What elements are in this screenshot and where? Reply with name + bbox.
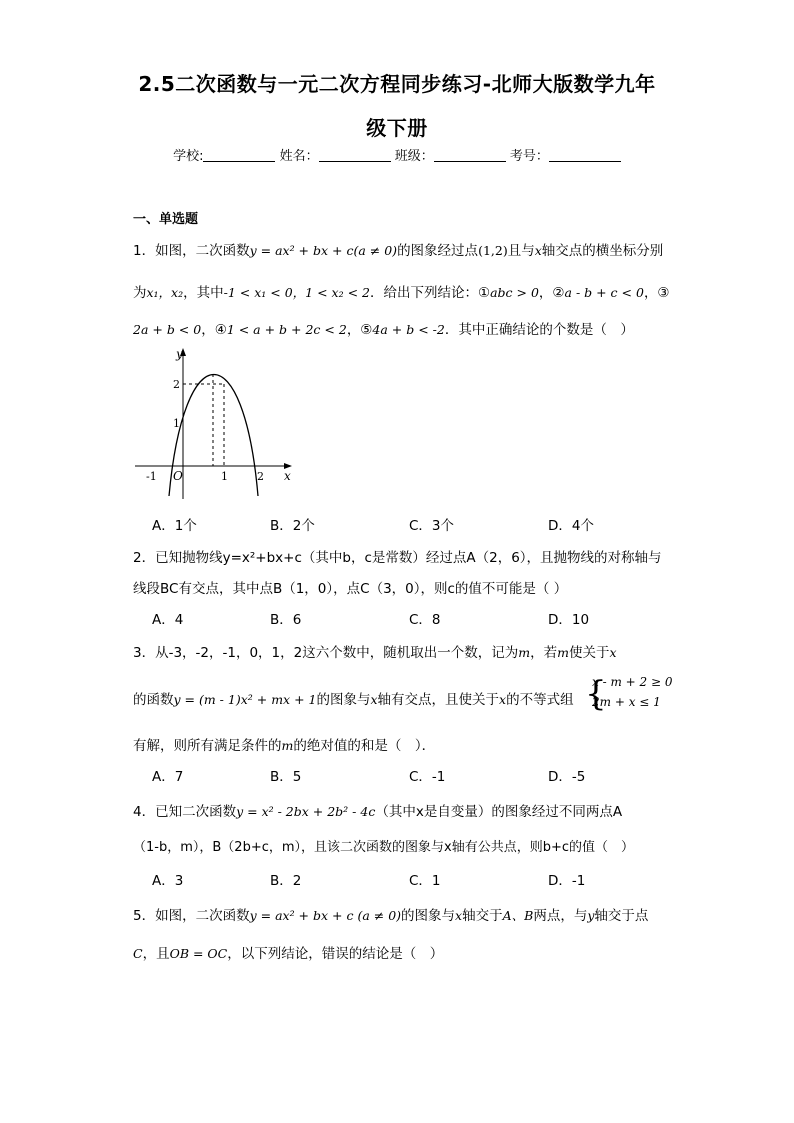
tick-y-2: 2: [173, 378, 180, 391]
q3-line2: 的函数y = (m - 1)x² + mx + 1的图象与x轴有交点，且使关于x的不等式组: [133, 692, 574, 708]
student-info: [0, 145, 794, 164]
option-c[interactable]: C．8: [409, 612, 441, 628]
option-a[interactable]: A．7: [152, 769, 184, 785]
class-label: 班级：: [394, 149, 434, 164]
page-title: 2.5二次函数与一元二次方程同步练习-北师大版数学九年: [138, 72, 656, 96]
option-b[interactable]: B．2: [270, 873, 302, 889]
number-label: 考号：: [509, 149, 549, 164]
q1-line2: 为x₁，x₂，其中-1 < x₁ < 0，1 < x₂ < 2．给出下列结论：①abc > 0，②a - b + c < 0，③: [133, 285, 670, 301]
q3-line3: 有解，则所有满足条件的m的绝对值的和是（ ）．: [133, 738, 436, 754]
tick-x-2: 2: [257, 470, 264, 483]
origin-label: O: [173, 469, 183, 483]
school-label: 学校:: [173, 149, 204, 164]
y-label: y: [176, 347, 183, 361]
option-a[interactable]: A．1个: [152, 518, 197, 534]
inequality-2: 2m + x ≤ 1: [592, 695, 661, 709]
q5-line2: C，且OB = OC，以下列结论，错误的结论是（ ）: [133, 946, 444, 962]
option-b[interactable]: B．6: [270, 612, 302, 628]
option-b[interactable]: B．5: [270, 769, 302, 785]
q4-line2: （1-b，m），B（2b+c，m），且该二次函数的图象与x轴有公共点，则b+c的值（ ）: [133, 840, 635, 855]
school-field[interactable]: [203, 148, 275, 162]
section-heading: 一、单选题: [133, 212, 199, 227]
tick-y-1: 1: [173, 417, 180, 430]
option-c[interactable]: C．1: [409, 873, 441, 889]
q4-line1: 4．已知二次函数y = x² - 2bx + 2b² - 4c（其中x是自变量）的图象经过不同两点A: [133, 804, 623, 820]
inequality-1: x - m + 2 ≥ 0: [592, 675, 673, 689]
option-b[interactable]: B．2个: [270, 518, 315, 534]
tick-x-1: 1: [221, 470, 228, 483]
name-label: 姓名：: [279, 149, 319, 164]
q1-parabola-graph: [132, 344, 297, 502]
option-d[interactable]: D．-1: [548, 873, 586, 889]
class-field[interactable]: [434, 148, 506, 162]
q2-line1: 2．已知抛物线y=x²+bx+c（其中b，c是常数）经过点A（2，6），且抛物线的对称轴与: [133, 550, 662, 566]
name-field[interactable]: [319, 148, 391, 162]
q3-line1: 3．从-3，-2，-1，0，1，2这六个数中，随机取出一个数，记为m，若m使关于x: [133, 645, 617, 661]
tick-x-neg1: -1: [146, 470, 157, 483]
option-d[interactable]: D．4个: [548, 518, 594, 534]
worksheet-page: 2.5二次函数与一元二次方程同步练习-北师大版数学九年 级下册 学校: 姓名： 班级： 考号： 一、单选题 1．如图，二次函数y = ax² + bx + c(a ≠ 0)的图象经过点(1,2)且与x轴交点的横坐标分别 为x₁，x₂，其中-1 < x₁ < 0，1 < x₂ < 2．给出下列结论：①abc > 0，②a - b + c < 0，③ 2a + b < 0，④1 < a + b + 2c < 2，⑤4a + b < -2．其中正确结论的个数是（ ） y x O -1 1 2 2 1 A．1个 B．2个 C．3个 D．4个 2．已知抛物线y=x²+bx+c（其中b，c是常数）经过点A（2，6），且抛物线的对称轴与 线段BC有交点，其中点B（1，0），点C（3，0），则c的值不可能是（ ） A．4 B．6 C．8 D．10 3．从-3，-2，-1，0，1，2这六个数中，随机取出一个数，记为m，若m使关于x 的函数y = (m - 1)x² + mx + 1的图象与x轴有交点，且使关于x的不等式组 { x - m + 2 ≥ 0 2m + x ≤ 1 有解，则所有满足条件的m的绝对值的和是（ ）． A．7 B．5 C．-1 D．-5 4．已知二次函数y = x² - 2bx + 2b² - 4c（其中x是自变量）的图象经过不同两点A （1-b，m），B（2b+c，m），且该二次函数的图象与x轴有公共点，则b+c的值（ ） A．3 B．2 C．1 D．-1 5．如图，二次函数y = ax² + bx + c (a ≠ 0)的图象与x轴交于A、B两点，与y轴交于点 C，且OB = OC，以下列结论，错误的结论是（ ）: [0, 0, 794, 1123]
option-d[interactable]: D．10: [548, 612, 590, 628]
q1-line1: 1．如图，二次函数y = ax² + bx + c(a ≠ 0)的图象经过点(1,2)且与x轴交点的横坐标分别: [133, 243, 664, 259]
option-d[interactable]: D．-5: [548, 769, 586, 785]
x-label: x: [284, 469, 291, 483]
q2-line2: 线段BC有交点，其中点B（1，0），点C（3，0），则c的值不可能是（ ）: [133, 581, 568, 597]
page-title-cont: 级下册: [366, 116, 428, 140]
option-c[interactable]: C．3个: [409, 518, 455, 534]
q1-line3: 2a + b < 0，④1 < a + b + 2c < 2，⑤4a + b < -2．其中正确结论的个数是（ ）: [133, 322, 634, 338]
q5-line1: 5．如图，二次函数y = ax² + bx + c (a ≠ 0)的图象与x轴交于A、B两点，与y轴交于点: [133, 908, 649, 924]
option-c[interactable]: C．-1: [409, 769, 446, 785]
option-a[interactable]: A．4: [152, 612, 184, 628]
option-a[interactable]: A．3: [152, 873, 184, 889]
number-field[interactable]: [549, 148, 621, 162]
